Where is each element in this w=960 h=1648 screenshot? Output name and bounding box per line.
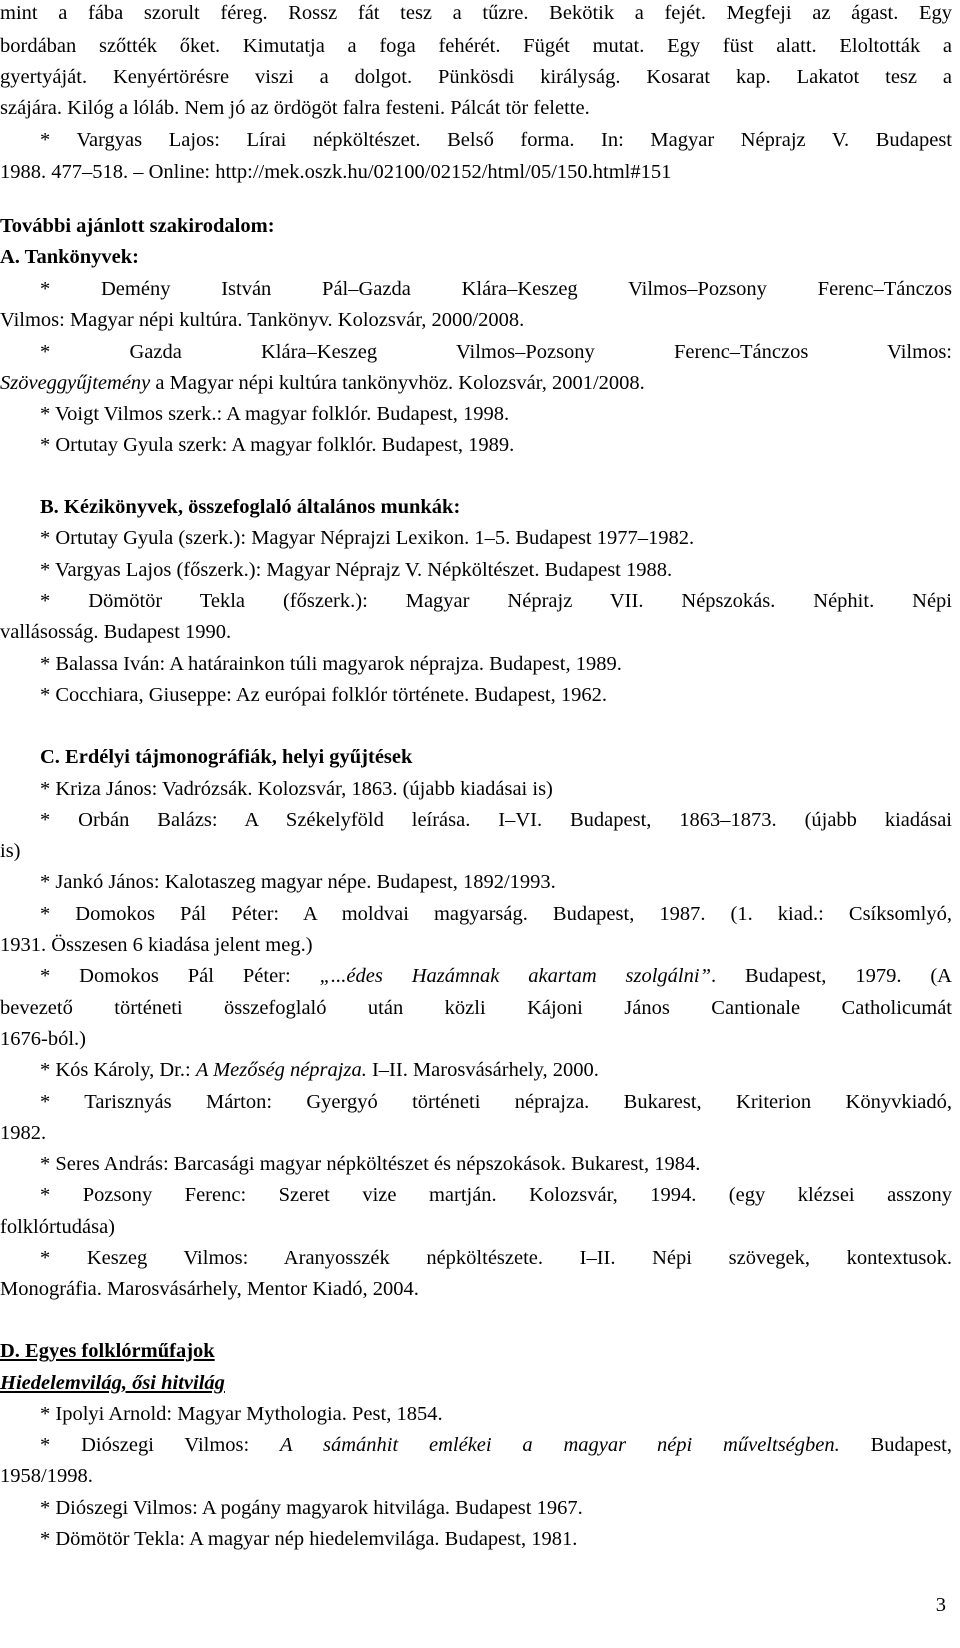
reference-line: * Domokos Pál Péter: A moldvai magyarság. Budapest, 1987. (1. kiad.: Csíksomlyó, (40, 903, 952, 925)
intro-line: gyertyáját. Kenyértörésre viszi a dolgot. Pünkösdi királyság. Kosarat kap. Lakatot tesz a (0, 66, 952, 88)
reference-line: * Ortutay Gyula (szerk.): Magyar Néprajzi Lexikon. 1‒5. Budapest 1977‒1982. (40, 527, 695, 549)
reference-line: 1982. (0, 1122, 47, 1144)
reference-line: * Keszeg Vilmos: Aranyosszék népköltészete. I‒II. Népi szövegek, kontextusok. (40, 1247, 952, 1269)
reference-line: * Balassa Iván: A határainkon túli magyarok néprajza. Budapest, 1989. (40, 653, 622, 675)
reference-line: 1958/1998. (0, 1465, 93, 1487)
reference-line: * Cocchiara, Giuseppe: Az európai folklór története. Budapest, 1962. (40, 684, 608, 706)
reference-line: * Seres András: Barcasági magyar népköltészet és népszokások. Bukarest, 1984. (40, 1153, 701, 1175)
reference-line: folklórtudása) (0, 1216, 115, 1238)
reference-line: * Dömötör Tekla: A magyar nép hiedelemvilága. Budapest, 1981. (40, 1528, 578, 1550)
intro-line: bordában szőtték őket. Kimutatja a foga fehérét. Fügét mutat. Egy füst alatt. Eloltották a (0, 35, 952, 57)
reference-line: * Kós Károly, Dr.: A Mezőség néprajza. I‒II. Marosvásárhely, 2000. (40, 1059, 599, 1081)
subsection-heading: Hiedelemvilág, ősi hitvilág (0, 1372, 225, 1394)
italic-title: A sámánhit emlékei a magyar népi műveltségben. (280, 1434, 840, 1456)
reference-line: * Orbán Balázs: A Székelyföld leírása. I‒VI. Budapest, 1863‒1873. (újabb kiadásai (40, 809, 952, 831)
intro-line: mint a fába szorult féreg. Rossz fát tesz a tűzre. Bekötik a fejét. Megfeji az ágast. Egy (0, 2, 952, 24)
reference-line: * Vargyas Lajos (főszerk.): Magyar Néprajz V. Népköltészet. Budapest 1988. (40, 559, 673, 581)
reference-line: * Kriza János: Vadrózsák. Kolozsvár, 1863. (újabb kiadásai is) (40, 778, 553, 800)
section-heading-d: D. Egyes folklórműfajok (0, 1340, 215, 1362)
reference-line: Vilmos: Magyar népi kultúra. Tankönyv. Kolozsvár, 2000/2008. (0, 309, 525, 331)
reference-line: Monográfia. Marosvásárhely, Mentor Kiadó, 2004. (0, 1278, 419, 1300)
reference-line: vallásosság. Budapest 1990. (0, 621, 232, 643)
reference-line: * Diószegi Vilmos: A sámánhit emlékei a magyar népi műveltségben. Budapest, (40, 1434, 952, 1456)
section-heading-c: C. Erdélyi tájmonográfiák, helyi gyűjtések (40, 746, 413, 768)
italic-title: „...édes Hazámnak akartam szolgálni” (319, 965, 711, 987)
reference-line: 1676-ból.) (0, 1028, 86, 1050)
section-title: További ajánlott szakirodalom: (0, 215, 275, 237)
reference-line: * Tarisznyás Márton: Gyergyó történeti néprajza. Bukarest, Kriterion Könyvkiadó, (40, 1091, 952, 1113)
reference-line: * Ortutay Gyula szerk: A magyar folklór. Budapest, 1989. (40, 434, 515, 456)
page-number: 3 (935, 1594, 946, 1616)
reference-line: * Demény István Pál‒Gazda Klára‒Keszeg Vilmos‒Pozsony Ferenc‒Tánczos (40, 278, 952, 300)
reference-line: * Jankó János: Kalotaszeg magyar népe. Budapest, 1892/1993. (40, 871, 556, 893)
section-heading-a: A. Tankönyvek: (0, 246, 140, 268)
reference-line: 1988. 477‒518. ‒ Online: http://mek.oszk.hu/02100/02152/html/05/150.html#151 (0, 161, 672, 183)
reference-line: * Diószegi Vilmos: A pogány magyarok hitvilága. Budapest 1967. (40, 1497, 583, 1519)
reference-line: * Gazda Klára‒Keszeg Vilmos‒Pozsony Ferenc‒Tánczos Vilmos: (40, 341, 952, 363)
reference-line: * Pozsony Ferenc: Szeret vize martján. Kolozsvár, 1994. (egy klézsei asszony (40, 1184, 952, 1206)
reference-line: * Vargyas Lajos: Lírai népköltészet. Belső forma. In: Magyar Néprajz V. Budapest (40, 129, 952, 151)
section-heading-b: B. Kézikönyvek, összefoglaló általános munkák: (40, 496, 461, 518)
reference-line: is) (0, 840, 21, 862)
intro-line: szájára. Kilóg a lóláb. Nem jó az ördögöt falra festeni. Pálcát tör felette. (0, 97, 590, 119)
reference-line: Szöveggyűjtemény a Magyar népi kultúra tankönyvhöz. Kolozsvár, 2001/2008. (0, 372, 645, 394)
reference-line: bevezető történeti összefoglaló után közli Kájoni János Cantionale Catholicumát (0, 997, 952, 1019)
reference-line: * Voigt Vilmos szerk.: A magyar folklór. Budapest, 1998. (40, 403, 510, 425)
italic-title: Szöveggyűjtemény (0, 372, 151, 394)
reference-line: * Dömötör Tekla (főszerk.): Magyar Néprajz VII. Népszokás. Néphit. Népi (40, 590, 952, 612)
italic-title: A Mezőség néprajza. (195, 1059, 367, 1081)
reference-line: 1931. Összesen 6 kiadása jelent meg.) (0, 934, 313, 956)
reference-line: * Ipolyi Arnold: Magyar Mythologia. Pest, 1854. (40, 1403, 443, 1425)
reference-line: * Domokos Pál Péter: „...édes Hazámnak akartam szolgálni”. Budapest, 1979. (A (40, 965, 952, 987)
